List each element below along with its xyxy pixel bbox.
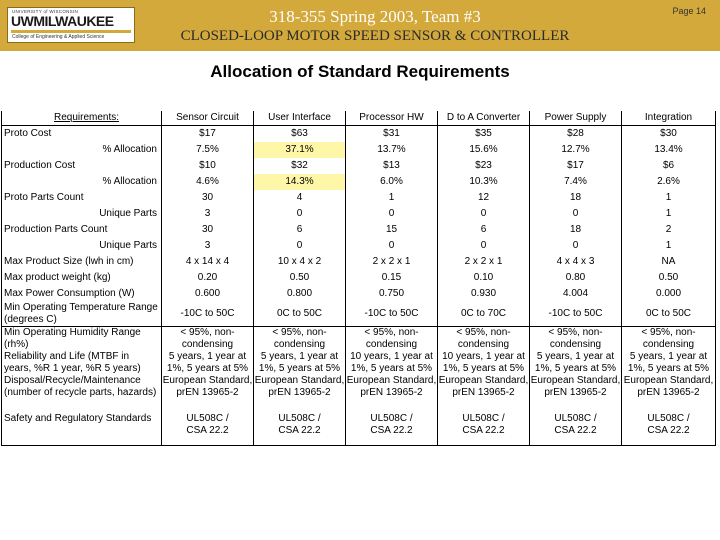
table-row: [2, 375, 716, 399]
cell-line: < 95%, non-: [548, 327, 603, 338]
row-label-line: (number of recycle parts, hazards): [4, 387, 157, 398]
cell: 2.6%: [622, 174, 716, 190]
column-header: Processor HW: [346, 111, 438, 126]
row-label: Max product weight (kg): [2, 270, 162, 286]
cell: 6: [438, 222, 530, 238]
table-row: [2, 158, 716, 174]
cell: [346, 413, 438, 446]
table-row: [2, 327, 716, 352]
cell: 4.004: [530, 286, 622, 302]
cell: [438, 413, 530, 446]
cell: 12.7%: [530, 142, 622, 158]
cell-line: < 95%, non-: [456, 327, 511, 338]
column-header: Sensor Circuit: [162, 111, 254, 126]
cell: 4.6%: [162, 174, 254, 190]
cell: 1: [346, 190, 438, 206]
cell: [622, 351, 716, 375]
cell: 0.600: [162, 286, 254, 302]
cell: 0.15: [346, 270, 438, 286]
cell-line: 10 years, 1 year at: [442, 351, 525, 362]
cell: 0.800: [254, 286, 346, 302]
table-row: [2, 174, 716, 190]
cell-line: CSA 22.2: [554, 425, 597, 436]
cell: 30: [162, 222, 254, 238]
cell: [162, 327, 254, 352]
cell-line: condensing: [457, 339, 510, 350]
cell: 7.4%: [530, 174, 622, 190]
row-label: [2, 327, 162, 352]
cell: 0: [438, 238, 530, 254]
cell: $35: [438, 126, 530, 143]
row-label: Max Product Size (lwh in cm): [2, 254, 162, 270]
cell: 15.6%: [438, 142, 530, 158]
cell: 13.4%: [622, 142, 716, 158]
column-header: User Interface: [254, 111, 346, 126]
cell-line: UL508C /: [370, 413, 413, 424]
row-label-line: (rh%): [4, 339, 29, 350]
cell-line: condensing: [642, 339, 695, 350]
cell: [530, 413, 622, 446]
cell: [162, 413, 254, 446]
cell: 0.930: [438, 286, 530, 302]
cell-line: < 95%, non-: [641, 327, 696, 338]
row-label: Proto Cost: [2, 126, 162, 143]
row-label: Unique Parts: [2, 238, 162, 254]
row-label: % Allocation: [2, 142, 162, 158]
cell-line: CSA 22.2: [186, 425, 229, 436]
cell: [622, 327, 716, 352]
cell: [254, 413, 346, 446]
row-label: Max Power Consumption (W): [2, 286, 162, 302]
row-label-line: Disposal/Recycle/Maintenance: [4, 375, 141, 386]
page-number: Page 14: [672, 6, 706, 16]
cell-line: CSA 22.2: [647, 425, 690, 436]
logo-stripe: [11, 30, 131, 33]
cell: $17: [162, 126, 254, 143]
cell: [346, 351, 438, 375]
cell: 0: [530, 238, 622, 254]
course-title: 318-355 Spring 2003, Team #3: [269, 7, 481, 26]
cell-line: UL508C /: [278, 413, 321, 424]
cell-highlighted: 14.3%: [254, 174, 346, 190]
cell-line: < 95%, non-: [180, 327, 235, 338]
cell: $63: [254, 126, 346, 143]
cell: $31: [346, 126, 438, 143]
table-spacer-row: [2, 399, 716, 413]
cell: 30: [162, 190, 254, 206]
cell: 0.80: [530, 270, 622, 286]
logo-uwm-wordmark: UWMILWAUKEE: [11, 13, 114, 29]
table-row: [2, 270, 716, 286]
cell: 0: [254, 206, 346, 222]
cell-line: CSA 22.2: [370, 425, 413, 436]
cell: [530, 327, 622, 352]
cell: 1: [622, 206, 716, 222]
cell-line: 10 years, 1 year at: [350, 351, 433, 362]
page-title: Allocation of Standard Requirements: [210, 62, 510, 81]
cell: [530, 351, 622, 375]
table-row: [2, 126, 716, 143]
cell-line: prEN 13965-2: [268, 387, 331, 398]
row-label: % Allocation: [2, 174, 162, 190]
row-label: [2, 302, 162, 327]
cell: 4: [254, 190, 346, 206]
cell-line: condensing: [181, 339, 234, 350]
project-subtitle: CLOSED-LOOP MOTOR SPEED SENSOR & CONTROLLER: [180, 28, 570, 44]
cell: [622, 413, 716, 446]
cell-line: European Standard,: [530, 375, 621, 386]
cell: [438, 351, 530, 375]
cell: 13.7%: [346, 142, 438, 158]
column-header: D to A Converter: [438, 111, 530, 126]
cell: 1: [622, 238, 716, 254]
cell: 3: [162, 238, 254, 254]
cell-line: European Standard,: [623, 375, 714, 386]
cell: $13: [346, 158, 438, 174]
row-label-line: (degrees C): [4, 314, 57, 325]
cell: 12: [438, 190, 530, 206]
cell-line: 5 years, 1 year at: [629, 351, 708, 362]
row-label: Production Parts Count: [2, 222, 162, 238]
table-row: [2, 254, 716, 270]
cell-line: condensing: [273, 339, 326, 350]
cell: $17: [530, 158, 622, 174]
cell-line: UL508C /: [186, 413, 229, 424]
row-label-line: Reliability and Life (MTBF in: [4, 351, 130, 362]
cell: 0: [254, 238, 346, 254]
cell-line: 5 years, 1 year at: [168, 351, 247, 362]
cell: 15: [346, 222, 438, 238]
cell: 10.3%: [438, 174, 530, 190]
cell: [622, 375, 716, 399]
table-row: [2, 222, 716, 238]
university-logo: [7, 7, 135, 43]
cell: 0.50: [622, 270, 716, 286]
cell: 7.5%: [162, 142, 254, 158]
table-row: [2, 302, 716, 327]
cell: 0.50: [254, 270, 346, 286]
cell-line: UL508C /: [647, 413, 690, 424]
table-row: [2, 413, 716, 446]
column-header: Requirements:: [2, 111, 162, 126]
cell-line: 1%, 5 years at 5%: [442, 363, 525, 374]
cell-line: CSA 22.2: [278, 425, 321, 436]
cell-line: prEN 13965-2: [544, 387, 607, 398]
table-row: [2, 206, 716, 222]
cell: 0: [530, 206, 622, 222]
cell: 18: [530, 222, 622, 238]
cell-line: prEN 13965-2: [452, 387, 515, 398]
table-row: [2, 286, 716, 302]
cell: 3: [162, 206, 254, 222]
slide-header: [0, 0, 720, 51]
cell: 4 x 14 x 4: [162, 254, 254, 270]
cell: 18: [530, 190, 622, 206]
cell: 4 x 4 x 3: [530, 254, 622, 270]
cell-highlighted: 37.1%: [254, 142, 346, 158]
cell: 0: [346, 238, 438, 254]
cell-line: < 95%, non-: [364, 327, 419, 338]
cell: $30: [622, 126, 716, 143]
row-label: Production Cost: [2, 158, 162, 174]
cell: 0C to 50C: [622, 302, 716, 327]
row-label-line: years, %R 1 year, %R 5 years): [4, 363, 141, 374]
cell: 0: [346, 206, 438, 222]
cell-line: European Standard,: [438, 375, 529, 386]
cell: $28: [530, 126, 622, 143]
cell: [530, 375, 622, 399]
table-row: [2, 238, 716, 254]
cell: [254, 351, 346, 375]
cell: 1: [622, 190, 716, 206]
cell: 0.10: [438, 270, 530, 286]
table-row: [2, 142, 716, 158]
cell: 2: [622, 222, 716, 238]
cell-line: CSA 22.2: [462, 425, 505, 436]
column-header: Power Supply: [530, 111, 622, 126]
cell-line: 1%, 5 years at 5%: [534, 363, 617, 374]
cell-line: 1%, 5 years at 5%: [166, 363, 249, 374]
cell-line: condensing: [365, 339, 418, 350]
cell-line: 1%, 5 years at 5%: [350, 363, 433, 374]
cell: 2 x 2 x 1: [346, 254, 438, 270]
cell-line: 1%, 5 years at 5%: [627, 363, 710, 374]
requirements-table: [1, 111, 716, 446]
row-label: Proto Parts Count: [2, 190, 162, 206]
cell: -10C to 50C: [346, 302, 438, 327]
cell: 6: [254, 222, 346, 238]
cell-line: European Standard,: [254, 375, 345, 386]
logo-college-line: College of Engineering & Applied Science: [12, 34, 105, 40]
column-header: Integration: [622, 111, 716, 126]
cell-line: prEN 13965-2: [176, 387, 239, 398]
cell: NA: [622, 254, 716, 270]
cell: -10C to 50C: [530, 302, 622, 327]
cell-line: condensing: [549, 339, 602, 350]
cell-line: prEN 13965-2: [360, 387, 423, 398]
row-label: [2, 351, 162, 375]
cell: [346, 327, 438, 352]
cell: 10 x 4 x 2: [254, 254, 346, 270]
cell: 0C to 50C: [254, 302, 346, 327]
cell: [254, 327, 346, 352]
table-row: [2, 190, 716, 206]
cell: [254, 375, 346, 399]
cell-line: 5 years, 1 year at: [260, 351, 339, 362]
cell: $6: [622, 158, 716, 174]
cell: 2 x 2 x 1: [438, 254, 530, 270]
cell: -10C to 50C: [162, 302, 254, 327]
cell: [162, 351, 254, 375]
logo-university-line: UNIVERSITY of WISCONSIN: [12, 9, 79, 14]
cell-line: European Standard,: [162, 375, 253, 386]
row-label: [2, 375, 162, 399]
table-row: [2, 351, 716, 375]
cell: [162, 375, 254, 399]
cell: $10: [162, 158, 254, 174]
cell-line: European Standard,: [346, 375, 437, 386]
cell: 6.0%: [346, 174, 438, 190]
cell-line: UL508C /: [462, 413, 505, 424]
cell-line: prEN 13965-2: [637, 387, 700, 398]
row-label-line: Min Operating Temperature Range: [4, 302, 158, 313]
cell-line: UL508C /: [554, 413, 597, 424]
cell: 0.20: [162, 270, 254, 286]
cell-line: 1%, 5 years at 5%: [258, 363, 341, 374]
row-label: Safety and Regulatory Standards: [2, 413, 162, 446]
cell: [438, 327, 530, 352]
cell: 0: [438, 206, 530, 222]
cell: [438, 375, 530, 399]
row-label-line: Min Operating Humidity Range: [4, 327, 141, 338]
cell: 0C to 70C: [438, 302, 530, 327]
table-header-row: [2, 111, 716, 126]
row-label: Unique Parts: [2, 206, 162, 222]
cell: $32: [254, 158, 346, 174]
cell-line: 5 years, 1 year at: [536, 351, 615, 362]
cell-line: < 95%, non-: [272, 327, 327, 338]
cell: 0.000: [622, 286, 716, 302]
cell: [346, 375, 438, 399]
cell: 0.750: [346, 286, 438, 302]
cell: $23: [438, 158, 530, 174]
